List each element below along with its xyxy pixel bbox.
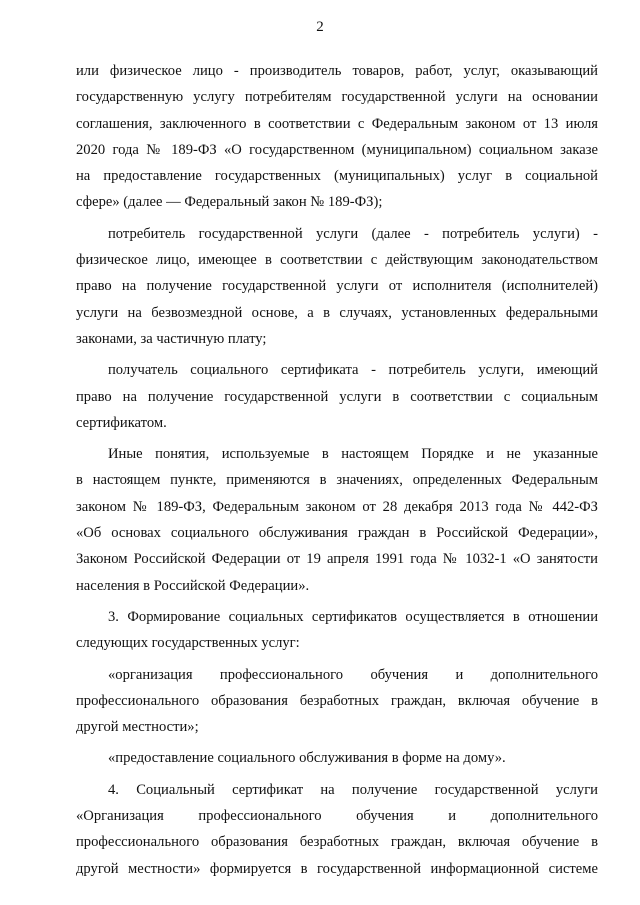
- text-line: государственную услугу потребителям государственной услуги на основании: [76, 89, 598, 106]
- paragraph: [76, 221, 598, 352]
- paragraph: [76, 58, 598, 216]
- text-line: «организация профессионального обучения и дополнительного: [108, 666, 598, 683]
- text-line: «предоставление социального обслуживания в форме на дому».: [108, 750, 506, 767]
- text-line: или физическое лицо - производитель товаров, работ, услуг, оказывающий: [76, 63, 598, 79]
- paragraph: [76, 357, 598, 436]
- text-line: физическое лицо, имеющее в соответствии с действующим законодательством: [76, 252, 598, 269]
- paragraph: [76, 745, 598, 771]
- text-line: в настоящем пункте, применяются в значениях, определенных Федеральным: [76, 472, 598, 489]
- text-line: соглашения, заключенного в соответствии с Федеральным законом от 13 июля: [76, 115, 598, 132]
- text-line: услуги на безвозмездной основе, а в случаях, установленных федеральными: [76, 304, 598, 321]
- text-line: право на получение государственной услуги от исполнителя (исполнителей): [76, 278, 598, 295]
- text-line: получатель социального сертификата - потребитель услуги, имеющий: [108, 362, 598, 379]
- text-line: потребитель государственной услуги (далее - потребитель услуги) -: [108, 225, 598, 242]
- text-line: сфере» (далее — Федеральный закон № 189-ФЗ);: [76, 194, 383, 211]
- paragraph: [76, 662, 598, 741]
- text-line: законами, за частичную плату;: [76, 330, 267, 347]
- text-line: населения в Российской Федерации».: [76, 577, 310, 594]
- text-line: профессионального образования безработных граждан, включая обучение в: [76, 834, 598, 851]
- text-line: Иные понятия, используемые в настоящем Порядке и не указанные: [108, 446, 598, 463]
- text-line: «Организация профессионального обучения и дополнительного: [76, 808, 598, 825]
- paragraph: [76, 604, 598, 657]
- text-line: другой местности» формируется в государственной информационной системе: [76, 860, 598, 877]
- text-line: профессионального образования безработных граждан, включая обучение в: [76, 692, 598, 709]
- paragraph: [76, 441, 598, 599]
- text-line: «Об основах социального обслуживания граждан в Российской Федерации»,: [76, 525, 598, 542]
- text-line: Законом Российской Федерации от 19 апреля 1991 года № 1032-1 «О занятости: [76, 551, 598, 568]
- text-line: следующих государственных услуг:: [76, 635, 300, 652]
- document-body: [76, 58, 598, 882]
- text-line: право на получение государственной услуги в соответствии с социальным: [76, 388, 598, 405]
- text-line: на предоставление государственных (муниципальных) услуг в социальной: [76, 168, 598, 185]
- paragraph: [76, 777, 598, 882]
- text-line: законом № 189-ФЗ, Федеральным законом от 28 декабря 2013 года № 442-ФЗ: [76, 498, 598, 515]
- text-line: 4. Социальный сертификат на получение государственной услуги: [108, 781, 598, 798]
- text-line: другой местности»;: [76, 719, 199, 736]
- text-line: сертификатом.: [76, 414, 167, 431]
- page-number: 2: [316, 19, 324, 35]
- text-line: 3. Формирование социальных сертификатов осуществляется в отношении: [108, 608, 598, 625]
- text-line: 2020 года № 189-ФЗ «О государственном (муниципальном) социальном заказе: [76, 141, 598, 158]
